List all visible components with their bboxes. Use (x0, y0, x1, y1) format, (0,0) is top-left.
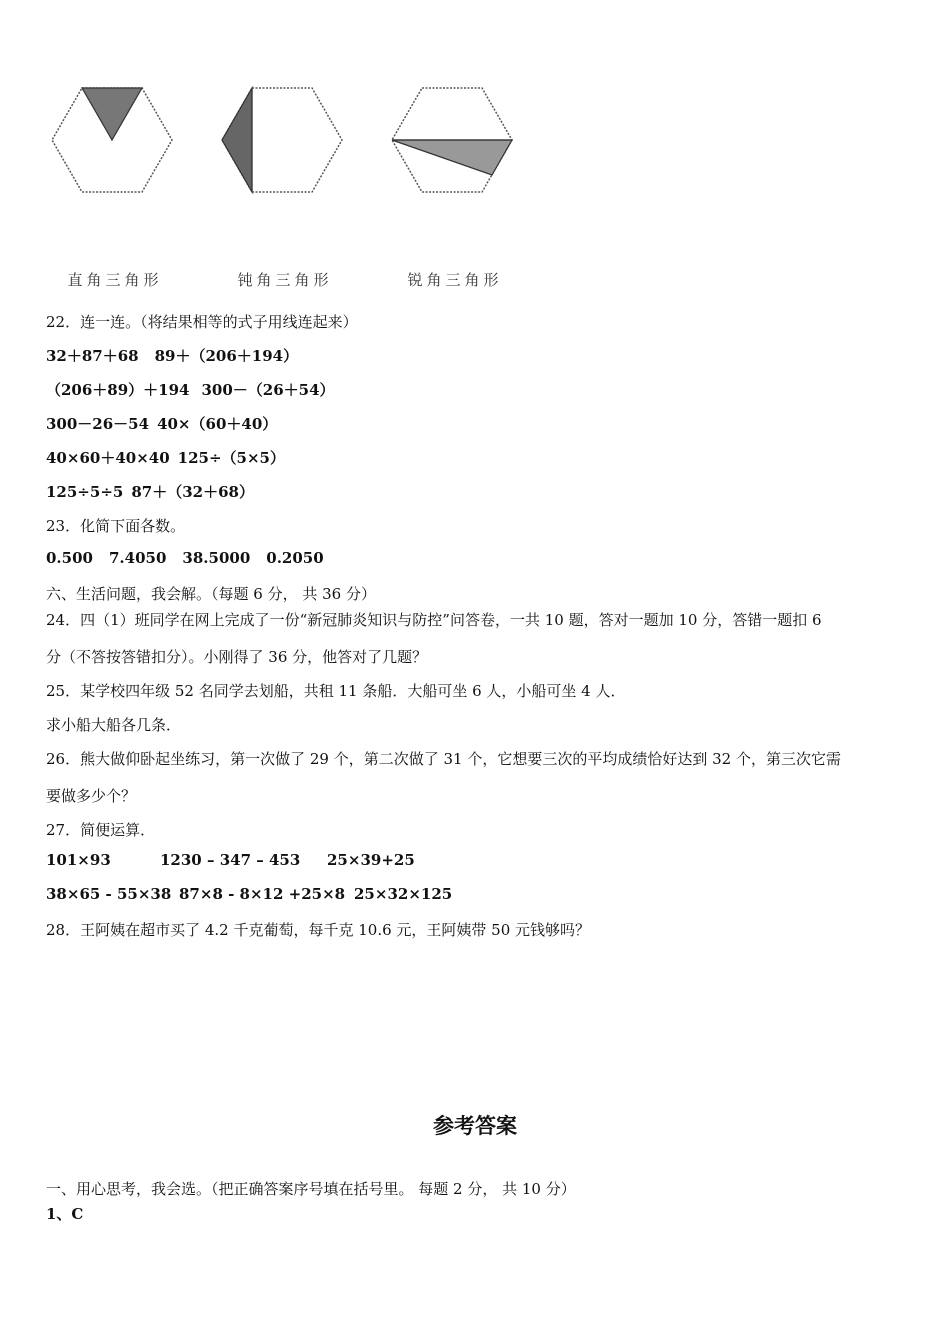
q22-left: 32＋87＋68 (46, 347, 139, 365)
figure-right-triangle (50, 85, 180, 289)
q27-expr: 101×93 (46, 851, 111, 869)
q22-right: 89＋（206＋194） (154, 347, 299, 365)
q27-expr: 87×8 - 8×12 +25×8 (179, 885, 346, 903)
answers-title: 参考答案 (433, 1113, 517, 1138)
q25-line1: 25．某学校四年级 52 名同学去划船，共租 11 条船．大船可坐 6 人，小船可坐 4 人． (46, 682, 626, 700)
q27-expr: 25×39+25 (327, 851, 415, 869)
q27-expr: 1230 – 347 – 453 (160, 851, 301, 869)
section-6-title: 六、生活问题，我会解。（每题 6 分， 共 36 分） (46, 585, 376, 603)
figure-obtuse-triangle (220, 85, 350, 289)
q23-title: 23．化简下面各数。 (46, 517, 186, 535)
q26-line1: 26．熊大做仰卧起坐练习，第一次做了 29 个，第二次做了 31 个，它想要三次的平均成绩恰好达到 32 个，第三次它需 (46, 750, 841, 768)
figure-caption: 锐角三角形 (407, 271, 503, 289)
hexagon-acute-triangle-diagram (390, 85, 520, 195)
figure-caption: 直角三角形 (67, 271, 163, 289)
answers-section-1: 一、用心思考，我会选。（把正确答案序号填在括号里。 每题 2 分， 共 10 分） (46, 1180, 576, 1198)
q28-line: 28．王阿姨在超市买了 4.2 千克葡萄，每千克 10.6 元，王阿姨带 50 元钱够吗？ (46, 921, 591, 939)
q22-right: 125÷（5×5） (177, 449, 285, 467)
q22-row (46, 345, 904, 366)
q27-expr: 38×65 - 55×38 (46, 885, 172, 903)
q27-expr: 25×32×125 (354, 885, 453, 903)
q22-title: 22．连一连。（将结果相等的式子用线连起来） (46, 313, 358, 331)
q22-left: （206＋89）＋194 (46, 381, 190, 399)
q22-left: 300－26－54 (46, 415, 150, 433)
q22-right: 300－（26＋54） (201, 381, 335, 399)
q24-line1: 24．四（1）班同学在网上完成了一份“新冠肺炎知识与防控”问答卷，一共 10 题，答对一题加 10 分，答错一题扣 6 (46, 611, 822, 629)
q26-line2: 要做多少个？ (46, 787, 137, 805)
q22-left: 125÷5÷5 (46, 483, 124, 501)
q23-values (46, 549, 904, 567)
q22-row (46, 379, 904, 400)
figure-acute-triangle (390, 85, 520, 289)
q27-row (46, 851, 904, 869)
hexagon-right-triangle-diagram (50, 85, 180, 195)
q22-row (46, 481, 904, 502)
hexagon-figures (40, 85, 540, 300)
q23-value: 7.4050 (108, 549, 167, 567)
q22-right: 40×（60＋40） (157, 415, 278, 433)
q23-value: 0.500 (46, 549, 93, 567)
q22-row (46, 413, 904, 434)
figure-caption: 钝角三角形 (237, 271, 333, 289)
q22-left: 40×60＋40×40 (46, 449, 170, 467)
hexagon-obtuse-triangle-diagram (220, 85, 350, 195)
q22-row (46, 447, 904, 468)
answer-1: 1、C (46, 1205, 84, 1223)
q23-value: 38.5000 (182, 549, 251, 567)
q24-line2: 分（不答按答错扣分）。小刚得了 36 分，他答对了几题？ (46, 648, 428, 666)
q27-title: 27．简便运算． (46, 821, 156, 839)
q22-right: 87＋（32＋68） (131, 483, 254, 501)
q23-value: 0.2050 (266, 549, 324, 567)
q27-row (46, 885, 904, 903)
q25-line2: 求小船大船各几条． (46, 716, 182, 734)
